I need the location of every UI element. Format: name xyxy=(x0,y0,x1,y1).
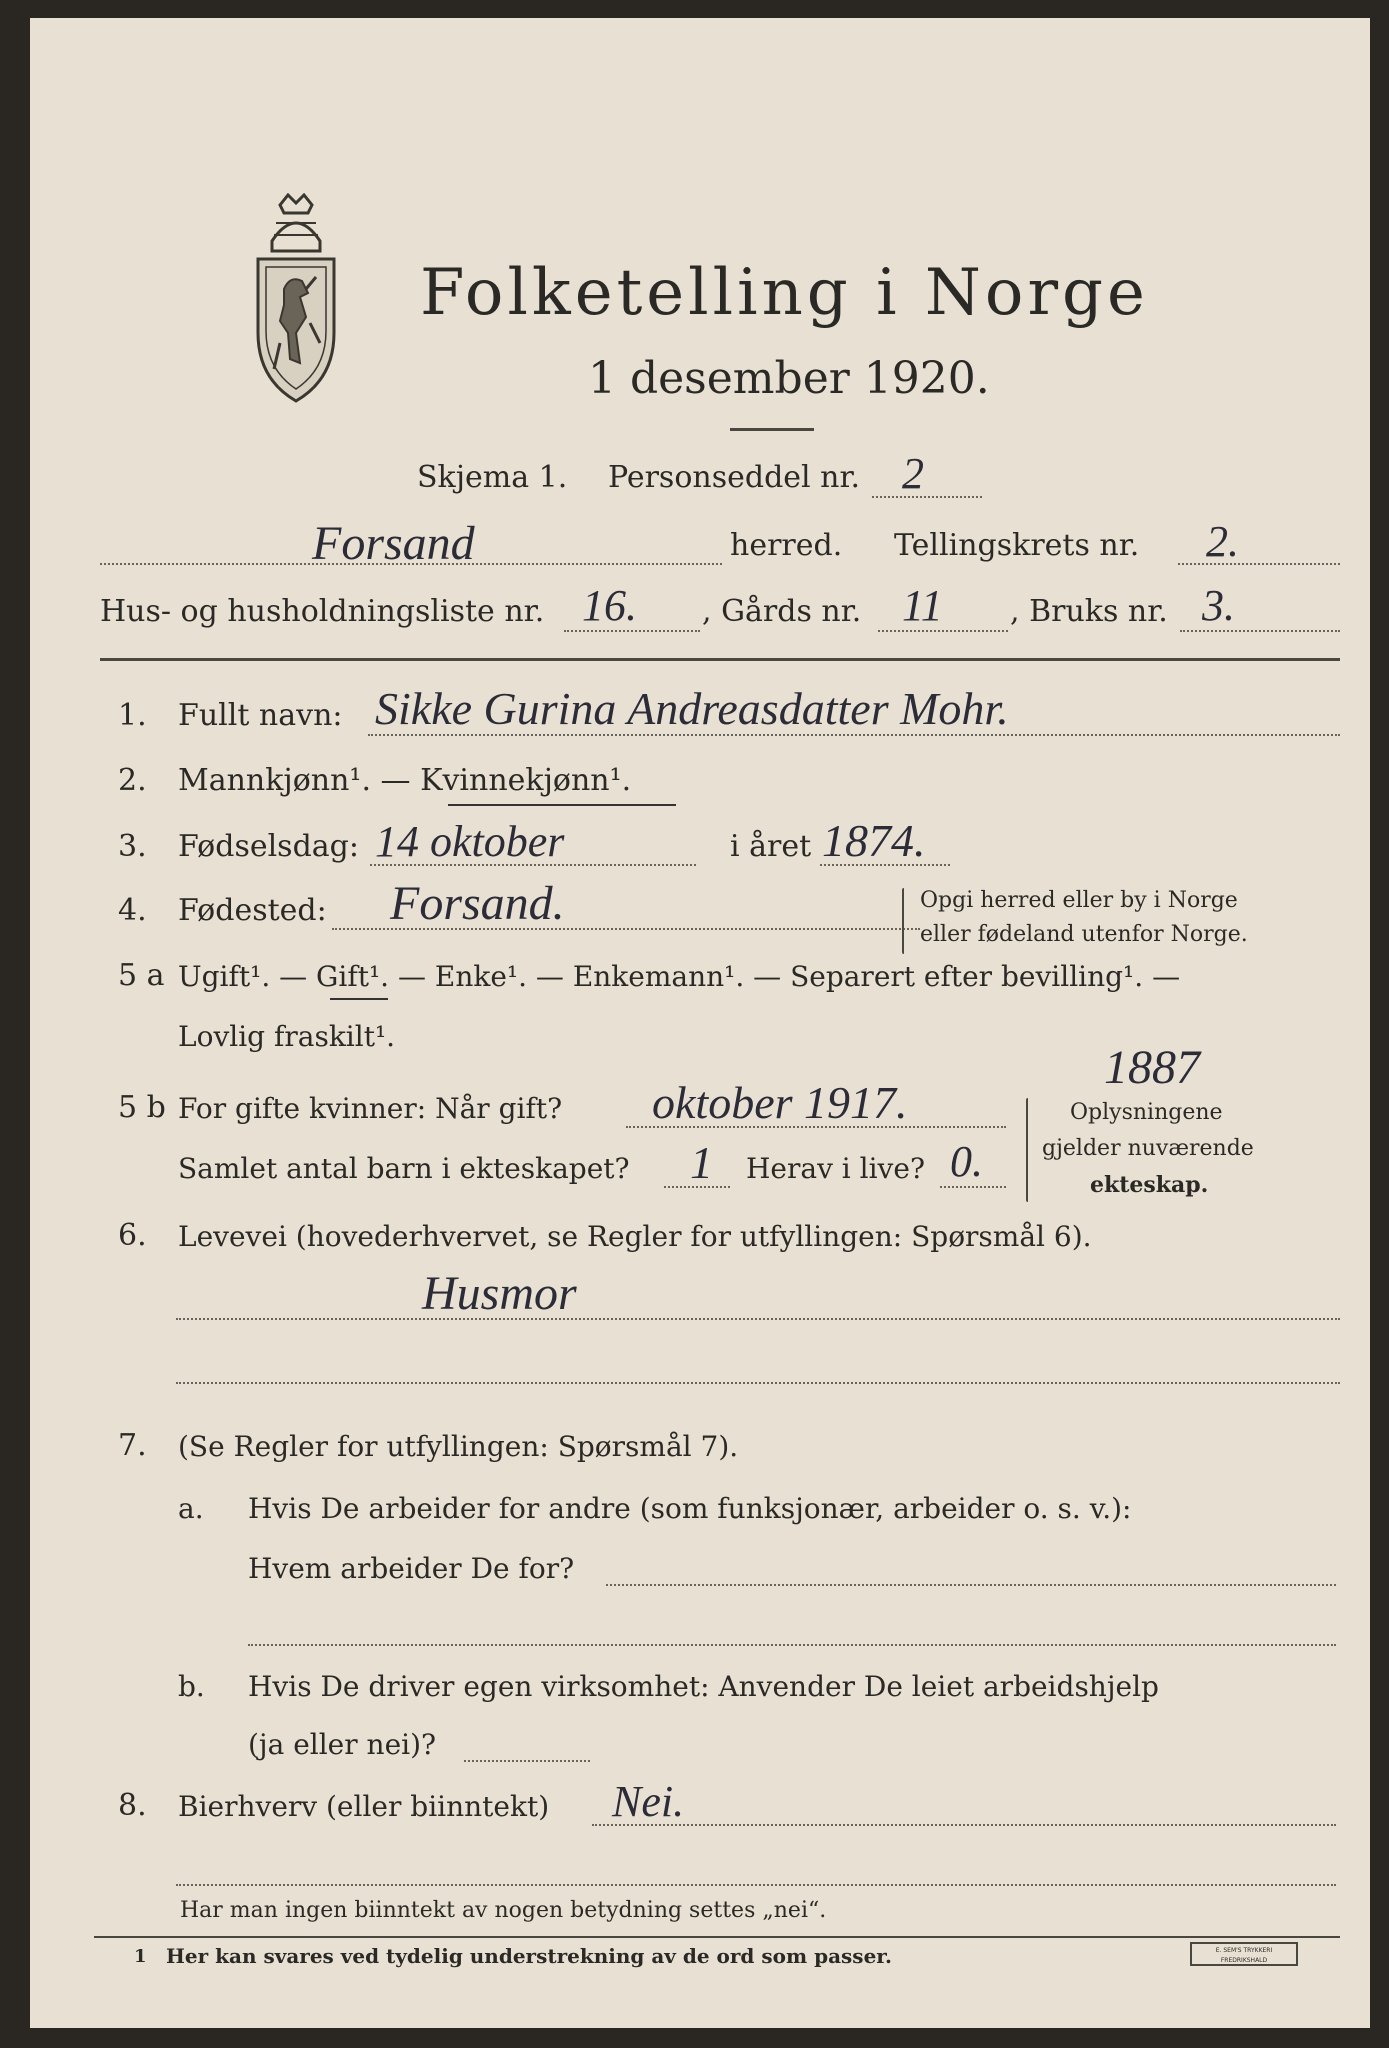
q4-label: Fødested: xyxy=(178,893,327,928)
q3-label: Fødselsdag: xyxy=(178,829,359,864)
header-divider xyxy=(100,658,1340,661)
gards-line xyxy=(878,630,1008,632)
q7a-line2: Hvem arbeider De for? xyxy=(248,1552,575,1585)
gards-value[interactable]: 11 xyxy=(902,581,943,630)
q5a-underline-gift xyxy=(330,998,388,1000)
personseddel-line xyxy=(872,496,982,498)
tellingskrets-value[interactable]: 2. xyxy=(1206,517,1239,566)
q5b-alive-label: Herav i live? xyxy=(746,1152,925,1185)
q7b-letter: b. xyxy=(178,1670,205,1703)
gards-label: , Gårds nr. xyxy=(702,594,862,629)
q7-label: (Se Regler for utfyllingen: Spørsmål 7). xyxy=(178,1430,739,1463)
form-date: 1 desember 1920. xyxy=(588,353,990,404)
q7b-line2: (ja eller nei)? xyxy=(248,1728,437,1761)
footnote-text: Her kan svares ved tydelig understrekning av de ord som passer. xyxy=(166,1944,892,1968)
q4-birthplace-value[interactable]: Forsand. xyxy=(390,877,565,930)
herred-label: herred. xyxy=(730,528,843,563)
q5b-married-value[interactable]: oktober 1917. xyxy=(652,1077,908,1128)
q6-line1 xyxy=(176,1318,1340,1320)
q3-number: 3. xyxy=(118,829,147,864)
q3-year-label: i året xyxy=(730,829,812,864)
q8-label: Bierhverv (eller biinntekt) xyxy=(178,1790,550,1823)
footnote-mark: 1 xyxy=(134,1946,147,1967)
tellingskrets-label: Tellingskrets nr. xyxy=(894,528,1140,563)
q5b-married-label: For gifte kvinner: Når gift? xyxy=(178,1092,563,1125)
q6-occupation-value[interactable]: Husmor xyxy=(422,1267,577,1320)
q7a-answer-line2[interactable] xyxy=(248,1644,1336,1646)
coat-of-arms-icon xyxy=(250,193,342,403)
q5b-alive-value[interactable]: 0. xyxy=(950,1137,983,1186)
q5b-number: 5 b xyxy=(118,1090,166,1125)
form-title: Folketelling i Norge xyxy=(420,256,1149,330)
q5a-number: 5 a xyxy=(118,958,165,993)
q5a-line2: Lovlig fraskilt¹. xyxy=(178,1020,396,1053)
q7b-answer-line[interactable] xyxy=(464,1760,590,1762)
title-divider xyxy=(730,428,814,431)
q5b-note-line1: Oplysningene xyxy=(1070,1100,1223,1125)
personseddel-label: Personseddel nr. xyxy=(608,460,861,495)
q5b-children-value[interactable]: 1 xyxy=(690,1137,713,1188)
q3-year-value[interactable]: 1874. xyxy=(822,815,926,866)
q5a-marital-options: Ugift¹. — Gift¹. — Enke¹. — Enkemann¹. — Separert efter bevilling¹. — xyxy=(178,960,1181,993)
census-form-page xyxy=(30,18,1370,2028)
q1-label: Fullt navn: xyxy=(178,698,343,733)
q4-brace xyxy=(902,888,904,954)
tellingskrets-line xyxy=(1178,563,1340,565)
q7-number: 7. xyxy=(118,1428,147,1463)
q5b-note-line2: gjelder nuværende xyxy=(1042,1136,1254,1161)
q6-line2 xyxy=(176,1382,1340,1384)
q8-line2 xyxy=(176,1884,1336,1886)
q7a-answer-line[interactable] xyxy=(606,1584,1336,1586)
q3-birthday-value[interactable]: 14 oktober xyxy=(375,817,565,866)
q7a-letter: a. xyxy=(178,1492,204,1525)
q4-note-line2: eller fødeland utenfor Norge. xyxy=(920,922,1248,947)
q1-fullname-value[interactable]: Sikke Gurina Andreasdatter Mohr. xyxy=(375,683,1009,734)
q8-value[interactable]: Nei. xyxy=(612,1777,685,1826)
q5b-brace xyxy=(1026,1098,1028,1202)
q5b-note-line3: ekteskap. xyxy=(1090,1172,1209,1198)
q2-number: 2. xyxy=(118,763,147,798)
q2-underline-kvinnekjonn xyxy=(448,804,676,806)
q6-number: 6. xyxy=(118,1218,147,1253)
bruks-label: , Bruks nr. xyxy=(1010,594,1168,629)
q4-note-line1: Opgi herred eller by i Norge xyxy=(920,888,1238,913)
q6-label: Levevei (hovederhvervet, se Regler for utfyllingen: Spørsmål 6). xyxy=(178,1220,1092,1253)
q8-number: 8. xyxy=(118,1788,147,1823)
footer-divider xyxy=(94,1936,1340,1938)
q8-line xyxy=(592,1824,1336,1826)
q2-gender-options: Mannkjønn¹. — Kvinnekjønn¹. xyxy=(178,763,632,798)
bruks-value[interactable]: 3. xyxy=(1202,581,1235,630)
schema-label: Skjema 1. xyxy=(417,460,568,495)
personseddel-value[interactable]: 2 xyxy=(902,449,924,498)
footer-note: Har man ingen biinntekt av nogen betydning settes „nei“. xyxy=(180,1898,827,1923)
q1-number: 1. xyxy=(118,698,147,733)
q5b-children-label: Samlet antal barn i ekteskapet? xyxy=(178,1152,630,1185)
q5b-married-note[interactable]: 1887 xyxy=(1104,1041,1200,1094)
q4-number: 4. xyxy=(118,893,147,928)
printer-stamp: E. SEM'S TRYKKERI FREDRIKSHALD xyxy=(1190,1942,1298,1966)
hus-label: Hus- og husholdningsliste nr. xyxy=(100,594,545,629)
q7b-line1: Hvis De driver egen virksomhet: Anvender De leiet arbeidshjelp xyxy=(248,1670,1159,1703)
hus-value[interactable]: 16. xyxy=(582,581,637,630)
q7a-line1: Hvis De arbeider for andre (som funksjonær, arbeider o. s. v.): xyxy=(248,1492,1132,1525)
herred-value[interactable]: Forsand xyxy=(312,517,475,570)
